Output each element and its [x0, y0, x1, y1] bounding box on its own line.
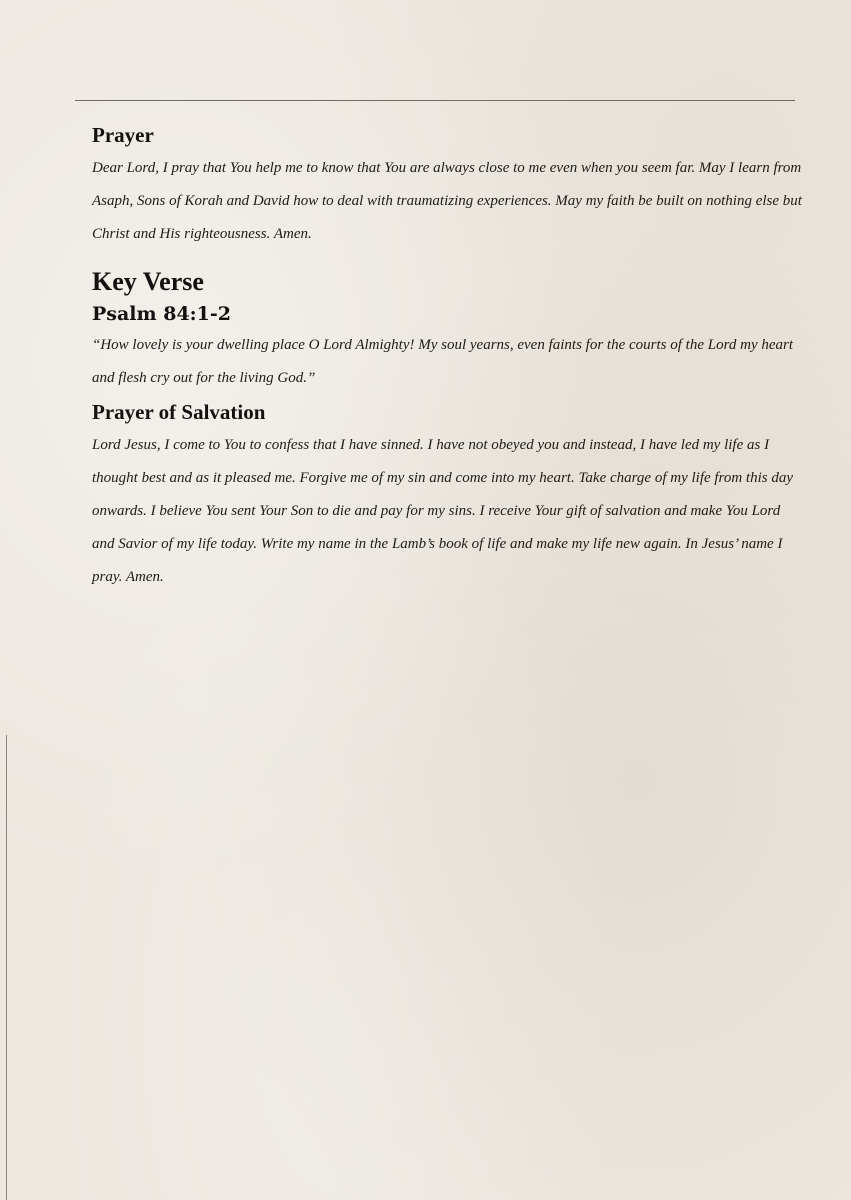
- key-verse-text: “How lovely is your dwelling place O Lord Almighty! My soul yearns, even faints for the courts of the Lord my heart and flesh cry out for the living God.”: [92, 337, 794, 386]
- salvation-text: Lord Jesus, I come to You to confess that I have sinned. I have not obeyed you and instead, I have led my life as I thought best and as it pleased me. Forgive me of my sin and come into my heart. Take charge of my life from this day onwards. I believe You sent Your Son to die and pay for my sins. I receive Your gift of salvation and make You Lord and Savior of my life today. Write my name in the Lamb’s book of life and make my life new again. In Jesus’ name I pray. Amen.: [92, 437, 794, 585]
- left-margin-line: [6, 735, 7, 1200]
- scripture-reference: Psalm 84:1-2: [92, 303, 232, 325]
- key-verse-section: [92, 265, 804, 395]
- salvation-section: [92, 395, 804, 594]
- prayer-text: Dear Lord, I pray that You help me to know that You are always close to me even when you seem far. May I learn from Asaph, Sons of Korah and David how to deal with traumatizing experiences. May my faith be built on nothing else but Christ and His righteousness. Amen.: [92, 160, 802, 242]
- top-divider: [75, 100, 795, 101]
- prayer-heading: Prayer: [92, 123, 154, 147]
- page-content: [92, 118, 804, 594]
- key-verse-heading: Key Verse: [92, 267, 204, 296]
- prayer-section: [92, 118, 804, 251]
- salvation-heading: Prayer of Salvation: [92, 400, 266, 424]
